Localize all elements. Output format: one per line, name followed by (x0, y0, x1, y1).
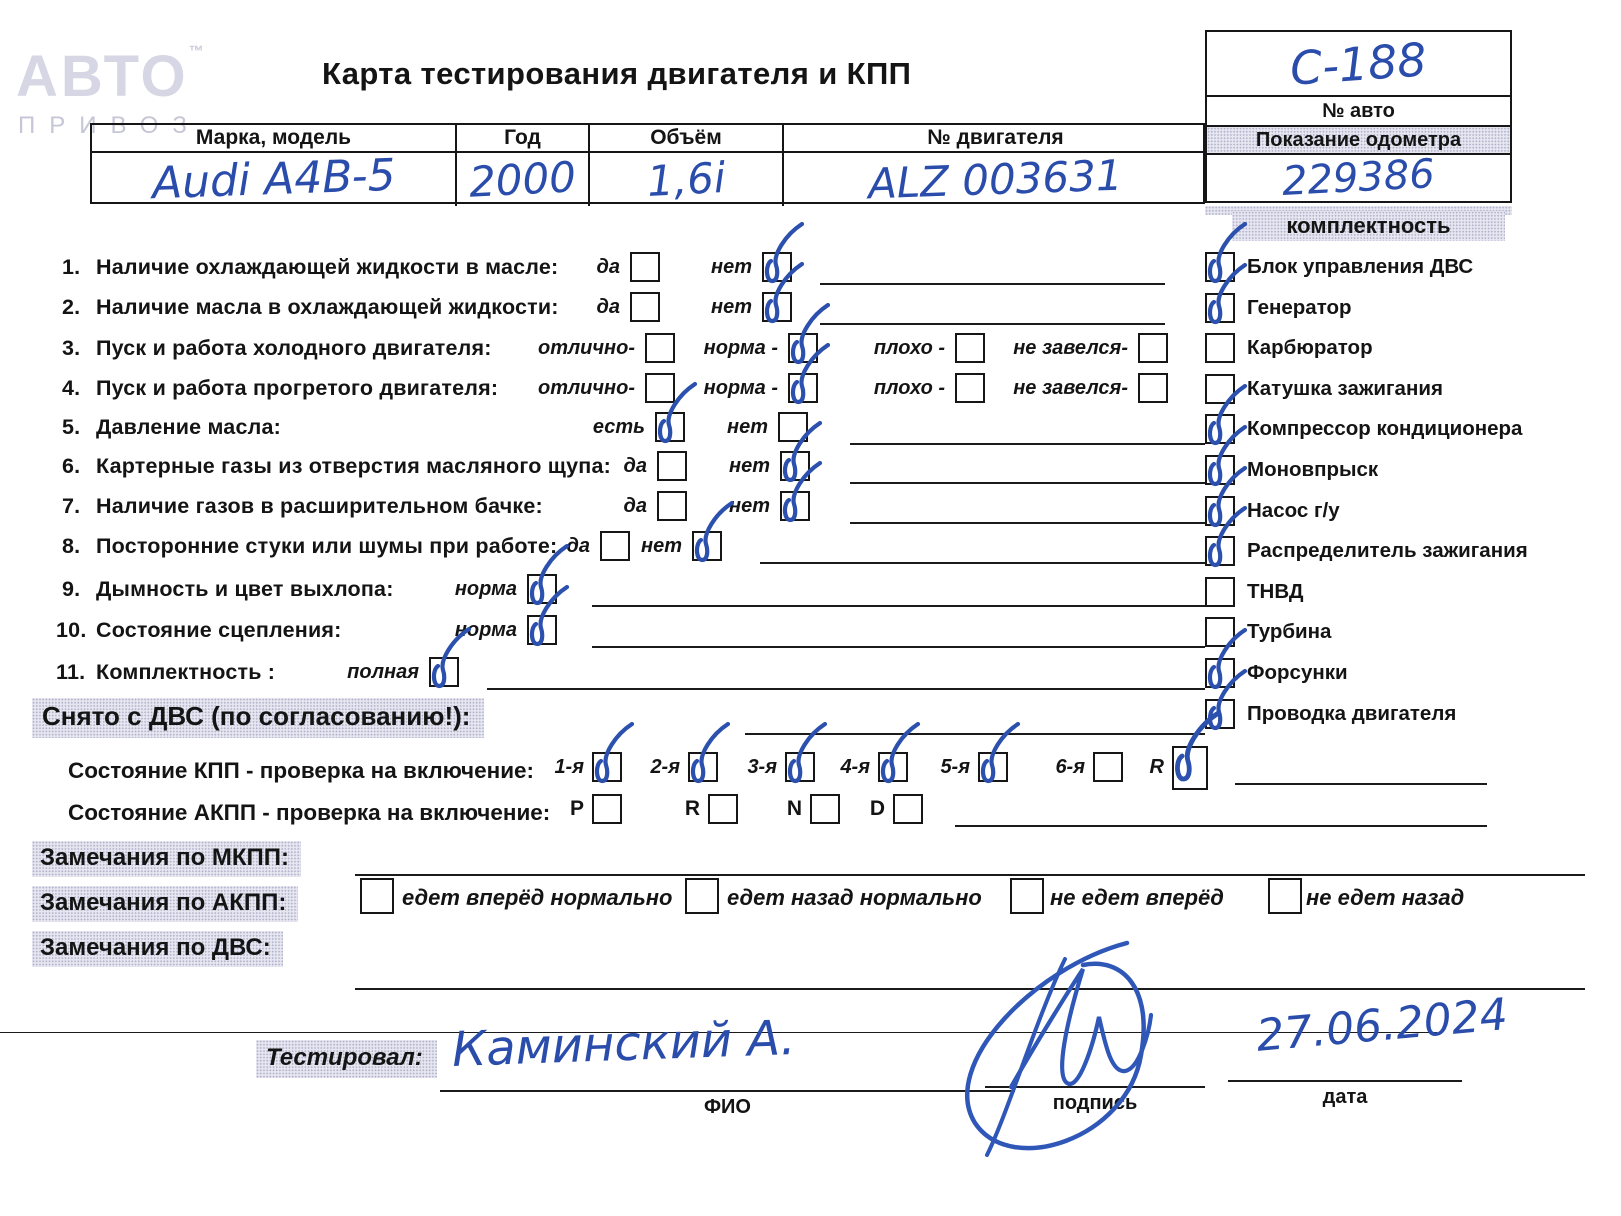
checkbox[interactable] (692, 531, 722, 561)
checkbox[interactable] (893, 794, 923, 824)
completeness-label: Моновпрыск (1247, 458, 1379, 481)
option-label: да (596, 296, 620, 318)
checkbox[interactable] (1205, 496, 1235, 526)
remarks-mkpp-label: Замечания по МКПП: (32, 841, 301, 877)
gear-label: 4-я (840, 756, 870, 778)
akpp-option-label: едет вперёд нормально (402, 885, 673, 910)
option-label: да (623, 495, 647, 517)
gear-label: R (684, 797, 700, 820)
completeness-label: Генератор (1247, 295, 1352, 319)
completeness-label: ТНВД (1247, 579, 1304, 603)
item-question: Давление масла: (96, 415, 281, 439)
checkbox[interactable] (685, 878, 719, 914)
vehicle-col-header: Год (457, 125, 590, 153)
odometer-label: Показание одометра (1207, 125, 1510, 153)
vehicle-year-handwritten: 2000 (467, 152, 578, 207)
comment-line (850, 522, 1205, 524)
comment-line (820, 323, 1165, 325)
comment-line (355, 874, 1585, 876)
completeness-label: Карбюратор (1247, 336, 1373, 360)
item-question: Состояние сцепления: (96, 618, 342, 642)
comment-line (487, 688, 1205, 690)
item-question: Комплектность : (96, 660, 276, 684)
checkbox[interactable] (1205, 252, 1235, 282)
item-question: Наличие масла в охлаждающей жидкости: (96, 295, 559, 319)
akpp-state-label: Состояние АКПП - проверка на включение: (68, 800, 551, 825)
engine-number-handwritten: ALZ 003631 (867, 150, 1124, 209)
item-question: Посторонние стуки или шумы при работе: (96, 534, 558, 558)
completeness-label: Блок управления ДВС (1247, 255, 1474, 278)
checkbox[interactable] (1010, 878, 1044, 914)
checkbox[interactable] (1205, 699, 1235, 729)
comment-line (850, 443, 1205, 445)
checkbox[interactable] (1205, 293, 1235, 323)
tested-by-label: Тестировал: (256, 1040, 437, 1078)
option-label: норма - (703, 377, 778, 399)
option-label: норма (454, 578, 517, 600)
item-number: 10. (56, 618, 87, 642)
logo-text: АВТО™ (16, 43, 204, 109)
checkbox[interactable] (1172, 746, 1208, 790)
item-number: 3. (62, 336, 81, 360)
option-label: отлично- (537, 377, 635, 399)
date-label: дата (1322, 1086, 1368, 1108)
option-label: нет (727, 416, 768, 438)
option-label: да (566, 535, 590, 557)
comment-line (760, 562, 1205, 564)
checkbox[interactable] (1205, 333, 1235, 363)
comment-line (592, 605, 1205, 607)
completeness-label: Проводка двигателя (1247, 701, 1457, 725)
date-handwritten: 27.06.2024 (1254, 989, 1510, 1062)
car-number-handwritten: C-188 (1288, 31, 1429, 96)
vehicle-volume-handwritten: 1,6i (645, 152, 727, 207)
item-question: Дымность и цвет выхлопа: (96, 577, 394, 601)
option-label: полная (347, 661, 419, 683)
checkbox[interactable] (1205, 414, 1235, 444)
completeness-label: Катушка зажигания (1247, 376, 1443, 400)
item-number: 8. (62, 534, 81, 558)
checkbox[interactable] (1205, 658, 1235, 688)
vehicle-col-header: № двигателя (784, 125, 1207, 153)
comment-line (592, 646, 1205, 648)
checkbox[interactable] (1268, 878, 1302, 914)
vehicle-make-handwritten: Audi A4B-5 (150, 149, 397, 210)
comment-line (745, 733, 1205, 735)
completeness-header: комплектность (1232, 211, 1505, 241)
car-number-box (1205, 30, 1512, 203)
akpp-option-label: едет назад нормально (727, 885, 982, 910)
gear-label: 6-я (1055, 756, 1085, 778)
checkbox[interactable] (1205, 374, 1235, 404)
item-question: Пуск и работа холодного двигателя: (96, 336, 492, 360)
akpp-option-label: не едет вперёд (1050, 885, 1224, 910)
checkbox[interactable] (762, 292, 792, 322)
form-title: Карта тестирования двигателя и КПП (322, 56, 912, 91)
completeness-label: Компрессор кондиционера (1247, 417, 1523, 441)
check-mark-icon (757, 221, 805, 287)
checkbox[interactable] (780, 491, 810, 521)
vehicle-table (90, 123, 1205, 210)
option-label: нет (711, 296, 752, 318)
option-label: плохо - (873, 337, 945, 359)
vehicle-col-header: Объём (590, 125, 784, 153)
checkbox[interactable] (1205, 617, 1235, 647)
completeness-label: Насос г/у (1247, 498, 1340, 522)
gear-label: 5-я (940, 756, 970, 778)
item-question: Наличие газов в расширительном бачке: (96, 494, 543, 518)
item-number: 9. (62, 577, 81, 601)
gear-label: 2-я (650, 756, 680, 778)
comment-line (1235, 783, 1487, 785)
option-label: не завелся- (1013, 337, 1128, 359)
item-question: Картерные газы из отверстия масляного щупа: (96, 454, 611, 478)
item-number: 4. (62, 376, 81, 400)
gear-label: R (1149, 756, 1164, 778)
completeness-label: Распределитель зажигания (1247, 539, 1528, 563)
car-number-label: № авто (1207, 95, 1510, 125)
odometer-value-handwritten: 229386 (1281, 151, 1436, 205)
checkbox[interactable] (1205, 536, 1235, 566)
remarks-dvs-label: Замечания по ДВС: (32, 931, 283, 967)
checkbox[interactable] (1138, 373, 1168, 403)
option-label: не завелся- (1013, 377, 1128, 399)
comment-line (820, 283, 1165, 285)
remarks-akpp-label: Замечания по АКПП: (32, 886, 298, 922)
gear-label: 3-я (747, 756, 777, 778)
option-label: норма - (703, 337, 778, 359)
comment-line (850, 482, 1205, 484)
logo-subtitle: ПРИВОЗ (18, 112, 201, 139)
checkbox[interactable] (1205, 455, 1235, 485)
checkbox[interactable] (1205, 577, 1235, 607)
fio-label: ФИО (703, 1096, 751, 1118)
signature-label: подпись (1052, 1092, 1138, 1114)
option-label: да (596, 256, 620, 278)
item-question: Пуск и работа прогретого двигателя: (96, 376, 499, 400)
checkbox[interactable] (762, 252, 792, 282)
tester-name-handwritten: Каминский А. (451, 1010, 797, 1078)
item-number: 5. (62, 415, 81, 439)
item-number: 1. (62, 255, 81, 279)
gear-label: 1-я (554, 756, 584, 778)
item-question: Наличие охлаждающей жидкости в масле: (96, 255, 559, 279)
gear-label: D (869, 797, 885, 820)
option-label: да (623, 455, 647, 477)
completeness-label: Форсунки (1247, 661, 1348, 684)
item-number: 6. (62, 454, 81, 478)
completeness-label: Турбина (1247, 620, 1332, 644)
removed-from-engine-label: Снято с ДВС (по согласованию!): (32, 698, 484, 738)
date-line (1228, 1080, 1462, 1082)
akpp-option-label: не едет назад (1306, 885, 1465, 910)
checkbox[interactable] (429, 657, 459, 687)
gear-label: P (569, 797, 584, 820)
option-label: нет (729, 455, 770, 477)
checkbox[interactable] (1138, 333, 1168, 363)
trademark-icon: ™ (188, 43, 204, 60)
signature-scribble (915, 925, 1255, 1165)
option-label: нет (729, 495, 770, 517)
option-label: плохо - (873, 377, 945, 399)
kpp-state-label: Состояние КПП - проверка на включение: (68, 758, 535, 783)
vehicle-col-header: Марка, модель (92, 125, 457, 153)
option-label: нет (711, 256, 752, 278)
option-label: есть (592, 416, 645, 438)
checkbox[interactable] (780, 451, 810, 481)
option-label: нет (641, 535, 682, 557)
checkbox[interactable] (360, 878, 394, 914)
option-label: отлично- (537, 337, 635, 359)
checkbox[interactable] (778, 412, 808, 442)
checkbox[interactable] (527, 574, 557, 604)
comment-line (955, 825, 1487, 827)
item-number: 2. (62, 295, 81, 319)
item-number: 7. (62, 494, 81, 518)
gear-label: N (786, 797, 802, 820)
option-label: норма (454, 619, 517, 641)
item-number: 11. (56, 660, 86, 684)
checkbox[interactable] (527, 615, 557, 645)
